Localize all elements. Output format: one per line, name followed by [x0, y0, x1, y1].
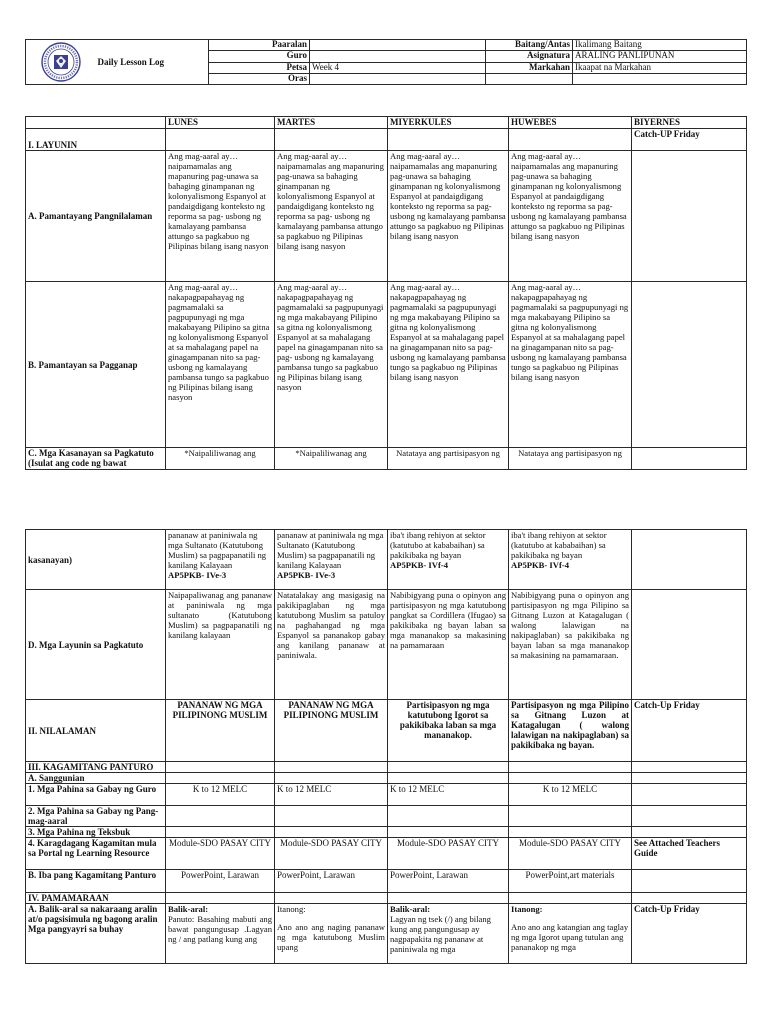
competency-code: AP5PKB- IVf-4 — [390, 560, 448, 570]
empty-cell — [166, 827, 275, 838]
empty-cell — [632, 762, 747, 773]
empty-cell — [26, 117, 166, 129]
oras-label: Oras — [209, 73, 310, 84]
balik-head: Itanong: — [511, 904, 543, 914]
gabay-mag-aaral-label: 2. Mga Pahina sa Gabay ng Pang-mag-aaral — [26, 806, 166, 827]
nilalaman-martes: PANANAW NG MGA PILIPINONG MUSLIM — [275, 700, 388, 762]
empty-cell — [509, 129, 632, 151]
b-text-miyerkules: Ang mag-aaral ay… nakapagpapahayag ng pagmamalaki sa pagpupunyagi ng mga makabayang Pilipino sa gitna ng kolonyalismong Espanyol at sa mahalagang papel na ginagampanan nito sa pag- usbong ng kamalayang pambansa tungo sa pagkabuo ng Pilipinas bilang isang nasyon — [388, 282, 509, 448]
kagamitan-label: III. KAGAMITANG PANTURO — [26, 762, 166, 773]
catchup-friday-3: Catch-Up Friday — [632, 904, 747, 964]
balik-huwebes — [509, 904, 632, 964]
balik-text: Panuto: Basahing mabuti ang bawat pangungusap .Lagyan ng / ang patlang kung ang — [168, 914, 272, 944]
d-text-lunes: Naipapaliwanag ang pananaw at paniniwala ng mga sultanato (Katutubong Muslim) sa pagpapanatili ng kanilang kalayaan — [166, 590, 275, 700]
c-top-huwebes: Natataya ang partisipasyon ng — [509, 448, 632, 470]
iba-lunes: PowerPoint, Larawan — [166, 870, 275, 893]
a-text-miyerkules: Ang mag-aaral ay… naipamamalas ang mapanuring pag-unawa sa bahaging ginampanan ng kolonyalismong Espanyol at pandaigdigang konteksto ng reporma sa pag- usbong ng kamalayang pambansa attungo sa pagkabuo ng Pilipinas bilang isang nasyon — [388, 151, 509, 282]
empty-cell — [388, 827, 509, 838]
empty-cell — [509, 762, 632, 773]
kasanayan-label-cont: kasanayan) — [26, 530, 166, 590]
teksbuk-label: 3. Mga Pahina ng Teksbuk — [26, 827, 166, 838]
paaralan-label: Paaralan — [209, 40, 310, 51]
empty-cell — [632, 870, 747, 893]
empty-cell — [632, 151, 747, 282]
kasanayan-label-line-2: (Isulat ang code ng bawat — [28, 458, 127, 468]
kasanayan-label — [26, 448, 166, 470]
iba-pang-kagamitan-label: B. Iba pang Kagamitang Panturo — [26, 870, 166, 893]
competency-code: AP5PKB- IVe-3 — [277, 570, 336, 580]
b-text-martes: Ang mag-aaral ay… nakapagpapahayag ng pagmamalaki sa pagpupunyagi ng mga makabayang Pilipino sa gitna ng kolonyalismong Espanyol at sa mahalagang papel na ginagampanan nito sa pag- usbong ng kamalayang pambansa tungo sa pagkabuo ng Pilipinas bilang isang nasyon — [275, 282, 388, 448]
empty-cell — [275, 129, 388, 151]
c-top-martes: *Naipaliliwanag ang — [275, 448, 388, 470]
balik-aral-label-text: A. Balik-aral sa nakaraang aralin at/o pagsisimula ng bagong aralin — [28, 904, 158, 924]
iba-miyerkules: PowerPoint, Larawan — [388, 870, 509, 893]
empty-cell — [275, 773, 388, 784]
module-huwebes: Module-SDO PASAY CITY — [509, 838, 632, 870]
c-top-lunes: *Naipaliliwanag ang — [166, 448, 275, 470]
empty-cell — [573, 73, 747, 84]
day-header-huwebes: HUWEBES — [509, 117, 632, 129]
c-cont-martes — [275, 530, 388, 590]
empty-cell — [509, 893, 632, 904]
deped-seal-logo — [30, 42, 92, 82]
spacer — [511, 914, 629, 922]
day-header-miyerkules: MIYERKULES — [388, 117, 509, 129]
a-text-martes: Ang mag-aaral ay… naipamamalas ang mapanuring pag-unawa sa bahaging ginampanan ng kolonyalismong Espanyol at pandaigdigang konteksto ng reporma sa pag- usbong ng kamalayang pambansa attungo sa pagkabuo ng Pilipinas bilang isang nasyon — [275, 151, 388, 282]
balik-text: Ano ano ang naging pananaw ng mga katutubong Muslim upang — [277, 922, 385, 952]
a-text-lunes: Ang mag-aaral ay… naipamamalas ang mapanuring pag-unawa sa bahaging ginampanan ng kolonyalismong Espanyol at pandaigdigang konteksto ng reporma sa pag- usbong ng kamalayang pambansa attungo sa pagkabuo ng Pilipinas bilang isang nasyon — [166, 151, 275, 282]
oras-value[interactable] — [310, 73, 486, 84]
petsa-value[interactable]: Week 4 — [310, 62, 486, 73]
melc-miyerkules: K to 12 MELC — [388, 784, 509, 806]
empty-cell — [632, 806, 747, 827]
balik-aral-label — [26, 904, 166, 964]
sanggunian-label: A. Sanggunian — [26, 773, 166, 784]
empty-cell — [166, 893, 275, 904]
layunin-sa-pagkatuto-label: D. Mga Layunin sa Pagkatuto — [26, 590, 166, 700]
markahan-value[interactable]: Ikaapat na Markahan — [573, 62, 747, 73]
balik-lunes — [166, 904, 275, 964]
empty-cell — [388, 893, 509, 904]
karagdagang-kagamitan-label: 4. Karagdagang Kagamitan mula sa Portal ng Learning Resource — [26, 838, 166, 870]
logo-cell — [26, 40, 96, 85]
iba-huwebes: PowerPoint,art materials — [509, 870, 632, 893]
empty-cell — [166, 773, 275, 784]
see-attached-guide: See Attached Teachers Guide — [632, 838, 747, 870]
empty-cell — [632, 530, 747, 590]
catchup-friday-2: Catch-Up Friday — [632, 700, 747, 762]
empty-cell — [166, 129, 275, 151]
lesson-table-page-1 — [25, 116, 747, 470]
nilalaman-lunes: PANANAW NG MGA PILIPINONG MUSLIM — [166, 700, 275, 762]
empty-cell — [388, 762, 509, 773]
empty-cell — [388, 806, 509, 827]
spacer — [277, 914, 385, 922]
balik-head: Balik-aral: — [390, 904, 431, 914]
empty-cell — [166, 806, 275, 827]
empty-cell — [275, 893, 388, 904]
melc-martes: K to 12 MELC — [275, 784, 388, 806]
melc-huwebes: K to 12 MELC — [509, 784, 632, 806]
a-text-huwebes: Ang mag-aaral ay… naipamamalas ang mapanuring pag-unawa sa bahaging ginampanan ng kolonyalismong Espanyol at pandaigdigang konteksto ng reporma sa pag- usbong ng kamalayang pambansa attungo sa pagkabuo ng Pilipinas bilang isang nasyon — [509, 151, 632, 282]
nilalaman-miyerkules: Partisipasyon ng mga katutubong Igorot sa pakikibaka laban sa mga mananakop. — [388, 700, 509, 762]
pamantayang-pangnilalaman-label: A. Pamantayang Pangnilalaman — [26, 151, 166, 282]
module-miyerkules: Module-SDO PASAY CITY — [388, 838, 509, 870]
balik-text: Lagyan ng tsek (/) ang bilang kung ang pangungusap ay nagpapakita ng pananaw at paniniwala ng mga — [390, 914, 491, 954]
empty-cell — [509, 806, 632, 827]
gabay-guro-label: 1. Mga Pahina sa Gabay ng Guro — [26, 784, 166, 806]
baitang-label: Baitang/Antas — [486, 40, 573, 51]
catchup-friday: Catch-UP Friday — [632, 129, 747, 151]
competency-code: AP5PKB- IVf-4 — [511, 560, 569, 570]
d-text-huwebes: Nabibigyang puna o opinyon ang partisipasyon ng mga Pilipino sa Gitnang Luzon at Katagalugan ( walong lalawigan na nakipaglaban) sa pakikibaka ng bayan laban sa mga mananakop sa makasining na pamamaraan. — [509, 590, 632, 700]
asignatura-label: Asignatura — [486, 51, 573, 62]
nilalaman-label: II. NILALAMAN — [26, 700, 166, 762]
day-header-lunes: LUNES — [166, 117, 275, 129]
baitang-value[interactable]: Ikalimang Baitang — [573, 40, 747, 51]
c-cont-text: iba't ibang rehiyon at sektor (katutubo at kababaihan) sa pakikibaka ng bayan — [511, 530, 607, 560]
empty-cell — [388, 773, 509, 784]
empty-cell — [632, 893, 747, 904]
empty-cell — [632, 827, 747, 838]
balik-aral-label-text-2: Mga pangyayri sa buhay — [28, 924, 124, 934]
kasanayan-label-line-1: C. Mga Kasanayan sa Pagkatuto — [28, 448, 154, 458]
section-layunin: I. LAYUNIN — [26, 129, 166, 151]
balik-head: Balik-aral: — [168, 904, 209, 914]
empty-cell — [388, 129, 509, 151]
empty-cell — [632, 784, 747, 806]
b-text-lunes: Ang mag-aaral ay… nakapagpapahayag ng pagmamalaki sa pagpupunyagi ng mga makabayang Pilipino sa gitna ng kolonyalismong Espanyol at sa mahalagang papel na ginagampanan nito sa pag- usbong ng kamalayang pambansa tungo sa pagkabuo ng Pilipinas bilang isang nasyon — [166, 282, 275, 448]
guro-label: Guro — [209, 51, 310, 62]
guro-value[interactable] — [310, 51, 486, 62]
empty-cell — [275, 762, 388, 773]
c-top-miyerkules: Natataya ang partisipasyon ng — [388, 448, 509, 470]
empty-cell — [632, 282, 747, 448]
competency-code: AP5PKB- IVe-3 — [168, 570, 227, 580]
c-cont-text: pananaw at paniniwala ng mga Sultanato (Katutubong Muslim) sa pagpapanatili ng kanilang Kalayaan — [277, 530, 384, 570]
paaralan-value[interactable] — [310, 40, 486, 51]
d-text-miyerkules: Nabibigyang puna o opinyon ang partisipasyon ng mga katutubong pangkat sa Cordillera (Ifugao) sa pakikibaka ng bayan laban sa mga mananakop sa makasining na pamamaraan — [388, 590, 509, 700]
lesson-table-page-2 — [25, 529, 747, 964]
empty-cell — [486, 73, 573, 84]
c-cont-text: pananaw at paniniwala ng mga Sultanato (Katutubong Muslim) sa pagpapanatili ng kanilang Kalayaan — [168, 530, 267, 570]
empty-cell — [632, 773, 747, 784]
d-text-martes: Natatalakay ang masigasig na pakikipaglaban ng mga katutubong Muslim sa patuloy na paghahangad ng mga Espanyol sa pananakop gabay ang kanilang pananaw at paniniwala. — [275, 590, 388, 700]
day-header-biyernes: BIYERNES — [632, 117, 747, 129]
markahan-label: Markahan — [486, 62, 573, 73]
empty-cell — [166, 762, 275, 773]
module-martes: Module-SDO PASAY CITY — [275, 838, 388, 870]
petsa-label: Petsa — [209, 62, 310, 73]
header-table — [25, 39, 747, 85]
balik-text: Ano ano ang katangian ang taglay ng mga Igorot upang tutulan ang pananakop ng mga — [511, 922, 629, 952]
empty-cell — [632, 590, 747, 700]
empty-cell — [509, 773, 632, 784]
balik-head: Itanong: — [277, 904, 306, 914]
c-cont-miyerkules — [388, 530, 509, 590]
day-header-martes: MARTES — [275, 117, 388, 129]
c-cont-huwebes — [509, 530, 632, 590]
balik-miyerkules — [388, 904, 509, 964]
empty-cell — [509, 827, 632, 838]
module-lunes: Module-SDO PASAY CITY — [166, 838, 275, 870]
pamantayan-sa-pagganap-label: B. Pamantayan sa Pagganap — [26, 282, 166, 448]
empty-cell — [275, 806, 388, 827]
c-cont-text: iba't ibang rehiyon at sektor (katutubo at kababaihan) sa pakikibaka ng bayan — [390, 530, 486, 560]
c-cont-lunes — [166, 530, 275, 590]
iba-martes: PowerPoint, Larawan — [275, 870, 388, 893]
nilalaman-huwebes: Partisipasyon ng mga Pilipino sa Gitnang Luzon at Katagalugan ( walong lalawigan na nakipaglaban) sa pakikibaka ng bayan. — [509, 700, 632, 762]
melc-lunes: K to 12 MELC — [166, 784, 275, 806]
pamamaraan-label: IV. PAMAMARAAN — [26, 893, 166, 904]
asignatura-value[interactable]: ARALING PANLIPUNAN — [573, 51, 747, 62]
daily-lesson-log-title: Daily Lesson Log — [96, 40, 209, 85]
empty-cell — [275, 827, 388, 838]
b-text-huwebes: Ang mag-aaral ay… nakapagpapahayag ng pagmamalaki sa pagpupunyagi ng mga makabayang Pilipino sa gitna ng kolonyalismong Espanyol at sa mahalagang papel na ginagampanan nito sa pag- usbong ng kamalayang pambansa tungo sa pagkabuo ng Pilipinas bilang isang nasyon — [509, 282, 632, 448]
empty-cell — [632, 448, 747, 470]
balik-martes — [275, 904, 388, 964]
